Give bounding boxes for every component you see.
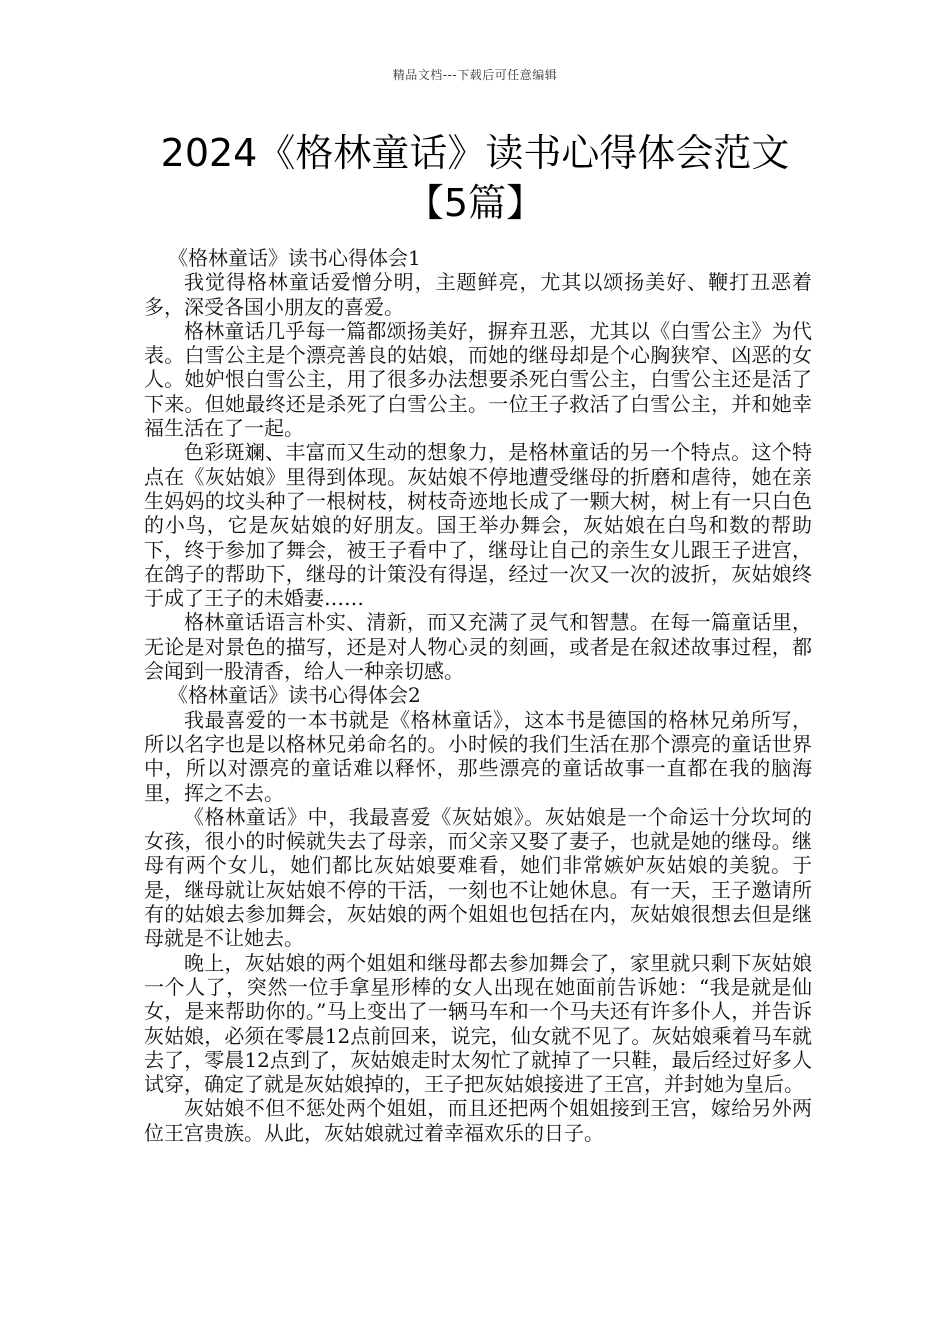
title-line-1: 2024《格林童话》读书心得体会范文 [160, 131, 790, 175]
paragraph: 灰姑娘不但不惩处两个姐姐，而且还把两个姐姐接到王宫，嫁给另外两位王宫贵族。从此，灰姑娘就过着幸福欢乐的日子。 [144, 1096, 812, 1145]
document-title [100, 128, 850, 228]
paragraph: 晚上，灰姑娘的两个姐姐和继母都去参加舞会了，家里就只剩下灰姑娘一个人了，突然一位手拿星形棒的女人出现在她面前告诉她：“我是就是仙女，是来帮助你的。”马上变出了一辆马车和一个马夫还有许多仆人，并告诉灰姑娘，必须在零晨12点前回来，说完，仙女就不见了。灰姑娘乘着马车就去了，零晨12点到了，灰姑娘走时太匆忙了就掉了一只鞋，最后经过好多人试穿，确定了就是灰姑娘掉的，王子把灰姑娘接进了王宫，并封她为皇后。 [144, 950, 812, 1097]
section-heading-1: 《格林童话》读书心得体会1 [168, 246, 421, 270]
paragraph: 格林童话语言朴实、清新，而又充满了灵气和智慧。在每一篇童话里，无论是对景色的描写，还是对人物心灵的刻画，或者是在叙述故事过程，都会闻到一股清香，给人一种亲切感。 [144, 610, 812, 684]
paragraph: 格林童话几乎每一篇都颂扬美好，摒弃丑恶，尤其以《白雪公主》为代表。白雪公主是个漂亮善良的姑娘，而她的继母却是个心胸狭窄、凶恶的女人。她妒恨白雪公主，用了很多办法想要杀死白雪公主，白雪公主还是活了下来。但她最终还是杀死了白雪公主。一位王子救活了白雪公主，并和她幸福生活在了一起。 [144, 318, 812, 441]
section-heading-2: 《格林童话》读书心得体会2 [168, 683, 421, 708]
paragraph: 《格林童话》中，我最喜爱《灰姑娘》。灰姑娘是一个命运十分坎坷的女孩，很小的时候就失去了母亲，而父亲又娶了妻子，也就是她的继母。继母有两个女儿，她们都比灰姑娘要难看，她们非常嫉妒灰姑娘的美貌。于是，继母就让灰姑娘不停的干活，一刻也不让她休息。有一天，王子邀请所有的姑娘去参加舞会，灰姑娘的两个姐姐也包括在内，灰姑娘很想去但是继母就是不让她去。 [144, 804, 812, 951]
paragraph: 我最喜爱的一本书就是《格林童话》，这本书是德国的格林兄弟所写，所以名字也是以格林兄弟命名的。小时候的我们生活在那个漂亮的童话世界中，所以对漂亮的童话难以释怀，那些漂亮的童话故事一直都在我的脑海里，挥之不去。 [144, 707, 812, 805]
title-line-2: 【5篇】 [405, 181, 545, 225]
header-note: 精品文档---下载后可任意编辑 [392, 68, 558, 82]
paragraph: 色彩斑斓、丰富而又生动的想象力，是格林童话的另一个特点。这个特点在《灰姑娘》里得到体现。灰姑娘不停地遭受继母的折磨和虐待，她在亲生妈妈的坟头种了一根树枝，树枝奇迹地长成了一颗大树，树上有一只白色的小鸟，它是灰姑娘的好朋友。国王举办舞会，灰姑娘在白鸟和数的帮助下，终于参加了舞会，被王子看中了，继母让自己的亲生女儿跟王子进宫，在鸽子的帮助下，继母的计策没有得逞，经过一次又一次的波折，灰姑娘终于成了王子的未婚妻…… [144, 440, 812, 611]
paragraph: 我觉得格林童话爱憎分明，主题鲜亮，尤其以颂扬美好、鞭打丑恶着多，深受各国小朋友的喜爱。 [144, 270, 812, 319]
document-body [144, 246, 812, 1145]
